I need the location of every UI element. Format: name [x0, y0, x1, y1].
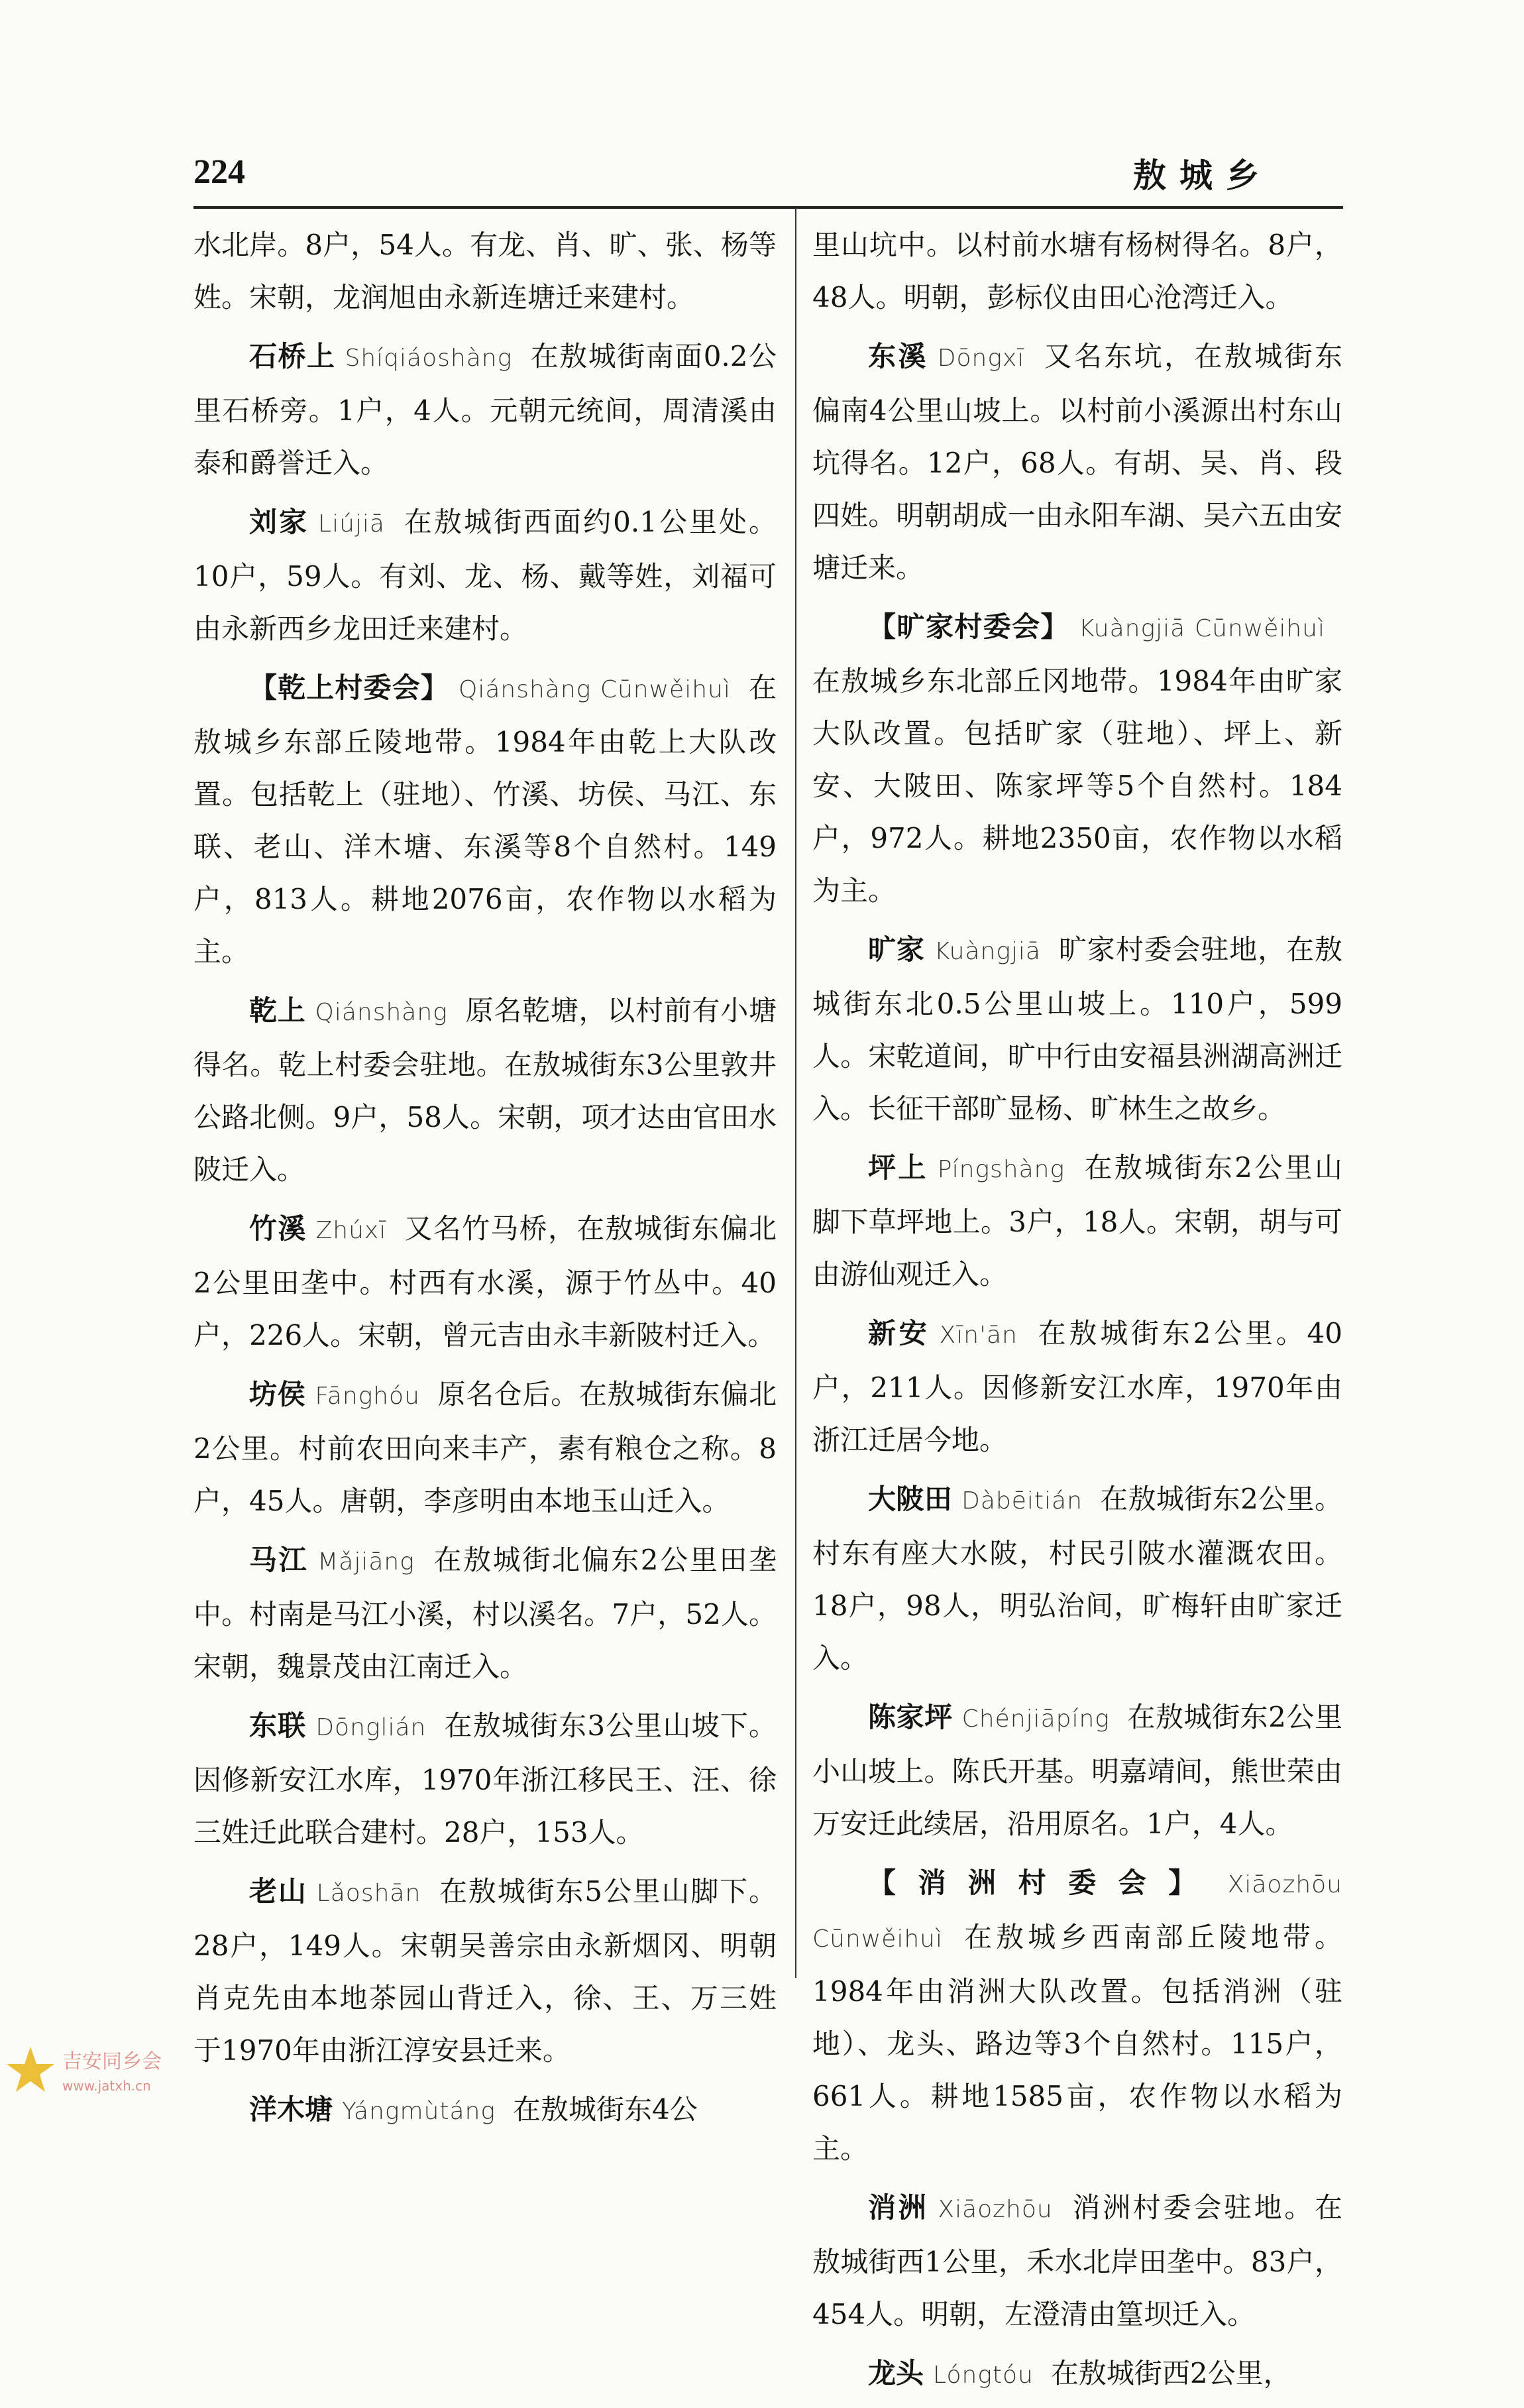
- entry-pinyin: Xīn'ān: [939, 1322, 1018, 1349]
- entry: [812, 1691, 1342, 1850]
- entry-headword: 东溪: [868, 340, 928, 373]
- entry: [193, 984, 777, 1196]
- entry-text: 又名竹马桥，在敖城街东偏北2公里田垄中。村西有水溪，源于竹丛中。40户，226人。宋朝，曾元吉由永丰新陂村迁入。: [193, 1212, 777, 1351]
- entry: [193, 661, 777, 978]
- entry-pinyin: Chénjiāpíng: [961, 1705, 1110, 1733]
- page-number: 224: [193, 153, 245, 191]
- entry-headword: 洋木塘: [249, 2093, 333, 2126]
- column-divider: [795, 208, 796, 1978]
- entry: [812, 2181, 1342, 2340]
- entry: [812, 1141, 1342, 1300]
- entry-text: 在敖城街北偏东2公里田垄中。村南是马江小溪，村以溪名。7户，52人。宋朝，魏景茂由江南迁入。: [193, 1544, 777, 1683]
- entry-text: 在敖城乡东北部丘冈地带。1984年由旷家大队改置。包括旷家（驻地）、坪上、新安、大陂田、陈家坪等5个自然村。184户，972人。耕地2350亩，农作物以水稻为主。: [812, 665, 1342, 907]
- entry-headword: 旷家: [868, 933, 925, 966]
- entry-headword: 大陂田: [868, 1483, 953, 1515]
- watermark-url: www.jatxh.cn: [62, 2078, 151, 2094]
- entry-pinyin: Dàbēitián: [961, 1487, 1083, 1515]
- entry-text: 水北岸。8户，54人。有龙、肖、旷、张、杨等姓。宋朝，龙润旭由永新连塘迁来建村。: [193, 229, 777, 314]
- entry-pinyin: Kuàngjiā: [934, 938, 1041, 965]
- entry-text: 在敖城街西面约0.1公里处。10户，59人。有刘、龙、杨、戴等姓，刘福可由永新西乡龙田迁来建村。: [193, 506, 777, 645]
- entry-pinyin: Liújiā: [318, 510, 385, 538]
- entry-pinyin: Zhúxī: [315, 1217, 387, 1244]
- entry-text: 在敖城街东2公里。村东有座大水陂，村民引陂水灌溉农田。18户，98人，明弘治间，旷梅轩由旷家迁入。: [812, 1483, 1342, 1674]
- entry-headword: 竹溪: [249, 1212, 307, 1245]
- entry-text: 又名东坑，在敖城街东偏南4公里山坡上。以村前小溪源出村东山坑得名。12户，68人。有胡、吴、肖、段四姓。明朝胡成一由永阳车湖、吴六五由安塘迁来。: [812, 340, 1342, 584]
- left-column: [193, 219, 777, 2144]
- entry-text: 在敖城街东5公里山脚下。28户，149人。宋朝吴善宗由永新烟冈、明朝肖克先由本地茶园山背迁入，徐、王、万三姓于1970年由浙江淳安县迁来。: [193, 1875, 777, 2067]
- entry-headword: 老山: [249, 1875, 307, 1908]
- entry: [812, 1857, 1342, 2175]
- entry: [812, 2347, 1342, 2401]
- entry-text: 里山坑中。以村前水塘有杨树得名。8户，48人。明朝，彭标仪由田心沧湾迁入。: [812, 229, 1342, 314]
- entry-continuation: [193, 219, 777, 323]
- entry-pinyin: Fānghóu: [315, 1383, 420, 1410]
- entry-text: 消洲村委会驻地。在敖城街西1公里，禾水北岸田垄中。83户，454人。明朝，左澄清由篁坝迁入。: [812, 2191, 1342, 2330]
- entry-text: 在敖城街西2公里，: [1050, 2357, 1291, 2389]
- entry: [812, 1307, 1342, 1466]
- entry-headword: 石桥上: [249, 340, 336, 373]
- entry: [193, 1534, 777, 1693]
- entry-text: 在敖城街东2公里小山坡上。陈氏开基。明嘉靖间，熊世荣由万安迁此续居，沿用原名。1户，4人。: [812, 1701, 1342, 1840]
- entry-headword: 刘家: [249, 506, 309, 538]
- entry-pinyin: Mǎjiāng: [317, 1548, 415, 1576]
- entry: [193, 1202, 777, 1361]
- entry: [812, 330, 1342, 594]
- entry-headword: 消洲: [868, 2191, 929, 2224]
- entry-text: 在敖城街东2公里山脚下草坪地上。3户，18人。宋朝，胡与可由游仙观迁入。: [812, 1151, 1342, 1290]
- entry-headword: 乾上: [249, 994, 306, 1027]
- entry: [193, 1699, 777, 1859]
- entry-pinyin: Qiánshàng: [315, 999, 448, 1026]
- entry-headword: 坊侯: [249, 1378, 306, 1410]
- entry-text: 在敖城乡西南部丘陵地带。1984年由消洲大队改置。包括消洲（驻地）、龙头、路边等3个自然村。115户，661人。耕地1585亩，农作物以水稻为主。: [812, 1921, 1342, 2165]
- entry: [193, 496, 777, 655]
- entry: [193, 330, 777, 489]
- entry-headword: 坪上: [868, 1151, 928, 1184]
- entry-pinyin: Píngshàng: [937, 1156, 1065, 1183]
- site-watermark: [5, 2040, 164, 2100]
- entry-text: 在敖城街东4公: [513, 2093, 698, 2126]
- entry: [812, 601, 1342, 917]
- entry-text: 在敖城街东2公里。40户，211人。因修新安江水库，1970年由浙江迁居今地。: [812, 1317, 1342, 1456]
- entry-headword: 陈家坪: [868, 1701, 953, 1733]
- watermark-star-icon: [7, 2047, 54, 2092]
- entry-headword: 【旷家村委会】: [868, 610, 1069, 643]
- right-column: [812, 219, 1342, 2408]
- entry-pinyin: Shíqiáoshàng: [345, 345, 513, 372]
- entry-pinyin: Dōngxī: [937, 345, 1025, 372]
- entry-pinyin: Dōnglián: [315, 1714, 427, 1741]
- entry-text: 在敖城街南面0.2公里石桥旁。1户，4人。元朝元统间，周清溪由泰和爵誉迁入。: [193, 340, 777, 479]
- entry-text: 在敖城街东3公里山坡下。因修新安江水库，1970年浙江移民王、汪、徐三姓迁此联合建村。28户，153人。: [193, 1709, 777, 1849]
- entry-text: 旷家村委会驻地，在敖城街东北0.5公里山坡上。110户，599人。宋乾道间，旷中行由安福县洲湖高洲迁入。长征干部旷显杨、旷林生之故乡。: [812, 933, 1342, 1125]
- entry-pinyin: Yángmùtáng: [342, 2098, 496, 2125]
- entry-headword: 【消洲村委会】: [868, 1866, 1219, 1899]
- entry-pinyin: Xiāozhōu: [938, 2196, 1053, 2223]
- entry-headword: 东联: [249, 1709, 307, 1742]
- entry-text: 原名仓后。在敖城街东偏北2公里。村前农田向来丰产，素有粮仓之称。8户，45人。唐朝，李彦明由本地玉山迁入。: [193, 1378, 777, 1517]
- entry-headword: 新安: [868, 1317, 930, 1349]
- entry: [812, 1473, 1342, 1684]
- entry-pinyin: Kuàngjiā Cūnwěihuì: [1078, 615, 1325, 642]
- entry-continuation: [812, 219, 1342, 323]
- entry: [812, 923, 1342, 1135]
- entry: [193, 1368, 777, 1527]
- entry-headword: 【乾上村委会】: [249, 671, 449, 704]
- entry-pinyin: Lǎoshān: [316, 1880, 421, 1907]
- entry: [193, 2083, 777, 2138]
- entry-headword: 马江: [249, 1544, 309, 1576]
- header-rule: [193, 206, 1343, 209]
- entry-headword: 龙头: [868, 2357, 924, 2389]
- entry: [193, 1865, 777, 2077]
- entry-pinyin: Qiánshàng Cūnwěihuì: [458, 676, 731, 703]
- entry-pinyin: Xiāozhōu Cūnwěihuì: [812, 1871, 1342, 1953]
- entry-pinyin: Lóngtóu: [933, 2362, 1034, 2389]
- watermark-graphic: [5, 2040, 164, 2100]
- running-head: 敖城乡: [1133, 156, 1272, 195]
- entry-text: 原名乾塘，以村前有小塘得名。乾上村委会驻地。在敖城街东3公里敦井公路北侧。9户，58人。宋朝，项才达由官田水陂迁入。: [193, 994, 777, 1186]
- entry-text: 在敖城乡东部丘陵地带。1984年由乾上大队改置。包括乾上（驻地）、竹溪、坊侯、马江、东联、老山、洋木塘、东溪等8个自然村。149户，813人。耕地2076亩，农作物以水稻为主。: [193, 671, 777, 968]
- watermark-site-name: 吉安同乡会: [62, 2050, 162, 2073]
